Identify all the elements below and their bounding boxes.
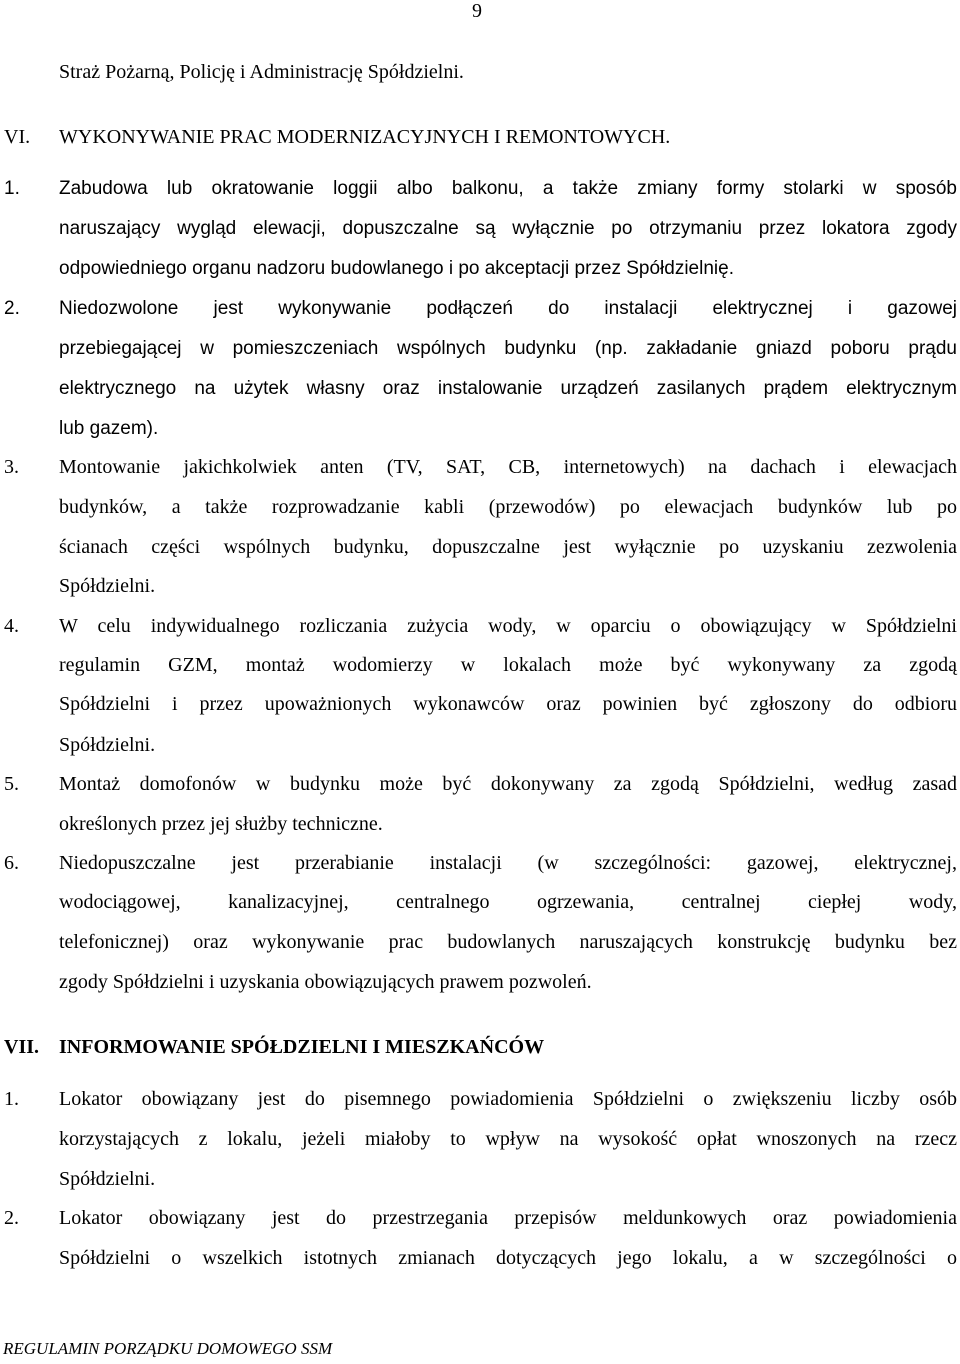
page-number: 9 (472, 0, 482, 22)
footer: REGULAMIN PORZĄDKU DOMOWEGO SSM (3, 1339, 333, 1358)
